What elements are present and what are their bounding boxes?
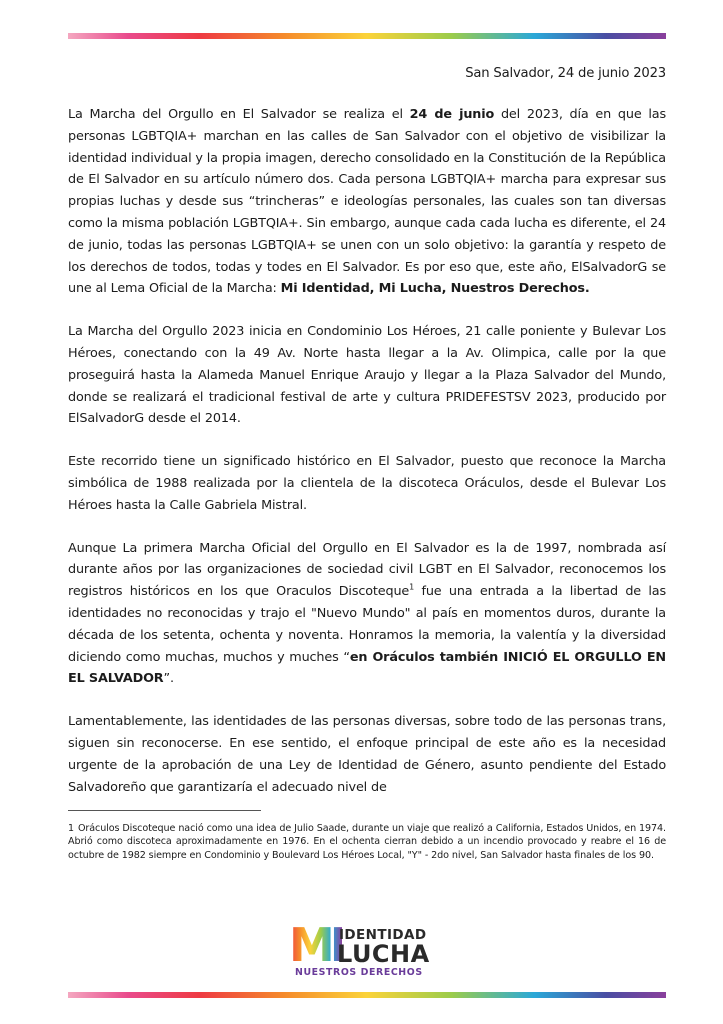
paragraph-4 (68, 538, 666, 691)
campaign-logo (289, 918, 449, 980)
p1-text-c: del 2023, día en que las personas LGBTQIA+ marchan en las calles de San Salvador con el objetivo de visibilizar la identidad individual y la propia imagen, derecho consolidado en la Constitución de la República de El Salvador en su artículo número dos. Cada persona LGBTQIA+ marcha para expresar sus propias luchas y desde sus “trincheras” e ideologías personales, las cuales son tan diversas como la misma población LGBTQIA+. Sin embargo, aunque cada cada lucha es diferente, el 24 de junio, todas las personas LGBTQIA+ se unen con un solo objetivo: la garantía y respeto de los derechos de todos, todas y todes en El Salvador. Es por eso que, este año, ElSalvadorG se une al Lema Oficial de la Marcha: (68, 107, 666, 297)
paragraph-5: Lamentablemente, las identidades de las personas diversas, sobre todo de las personas trans, siguen sin reconocerse. En ese sentido, el enfoque principal de este año es la necesidad urgente de la aprobación de una Ley de Identidad de Género, asunto pendiente del Estado Salvadoreño que garantizaría el adecuado nivel de (68, 714, 666, 795)
logo-mark: MI (289, 918, 342, 972)
logo-line-identidad: IDENTIDAD (339, 927, 427, 943)
paragraph-3: Este recorrido tiene un significado histórico en El Salvador, puesto que reconoce la Marcha simbólica de 1988 realizada por la clientela de la discoteca Oráculos, desde el Bulevar Los Héroes hasta la Calle Gabriela Mistral. (68, 454, 666, 513)
document-body (68, 104, 666, 819)
p4-quote-bold: en Oráculos también INICIÓ EL ORGULLO EN EL SALVADOR (68, 649, 666, 687)
p4-text-b: fue una entrada a la libertad de las identidades no reconocidas y trajo el "Nuevo Mundo" al país en momentos duros, durante la década de los setenta, ochenta y noventa. Honramos la memoria, la valentía y la diversidad diciendo como muchas, muchos y muches “ (68, 584, 666, 665)
p1-date-bold: 24 de junio (409, 107, 495, 122)
paragraph-2: La Marcha del Orgullo 2023 inicia en Condominio Los Héroes, 21 calle poniente y Bulevar Los Héroes, conectando con la 49 Av. Norte hasta llegar a la Av. Olimpica, calle por la que proseguirá hasta la Alameda Manuel Enrique Araujo y llegar a la Plaza Salvador del Mundo, donde se realizará el tradicional festival de arte y cultura PRIDEFESTSV 2023, producido por ElSalvadorG desde el 2014. (68, 324, 666, 427)
footnote-reference[interactable]: 1 (409, 582, 415, 592)
p1-text-a: La Marcha del Orgullo en El Salvador se realiza el (68, 107, 410, 122)
paragraph-1 (68, 104, 666, 300)
document-date: San Salvador, 24 de junio 2023 (465, 66, 666, 81)
logo-line-lucha: LUCHA (337, 940, 430, 968)
p1-slogan-bold: Mi Identidad, Mi Lucha, Nuestros Derechos. (280, 281, 590, 297)
footnote-divider (68, 810, 261, 811)
footnote-text: Oráculos Discoteque nació como una idea de Julio Saade, durante un viaje que realizó a California, Estados Unidos, en 1974. Abrió como discoteca aproximadamente en 1976. En el ochenta cierran debido a un incendio provocado y reabre el 16 de octubre de 1982 siempre en Condominio y Boulevard Los Héroes Local, "Y" - 2do nivel, San Salvador hasta finales de los 90. (68, 823, 666, 861)
rainbow-bottom-bar (68, 992, 666, 998)
p4-text-a: Aunque La primera Marcha Oficial del Orgullo en El Salvador es la de 1997, nombrada así durante años por las organizaciones de sociedad civil LGBT en El Salvador, reconocemos los registros históricos en los que Oraculos Discoteque (68, 540, 666, 600)
logo-line-derechos: NUESTROS DERECHOS (295, 967, 423, 978)
footnote-number: 1 (68, 823, 74, 834)
p4-text-d: ”. (163, 671, 174, 687)
rainbow-top-bar (68, 33, 666, 39)
footnote (68, 822, 666, 862)
